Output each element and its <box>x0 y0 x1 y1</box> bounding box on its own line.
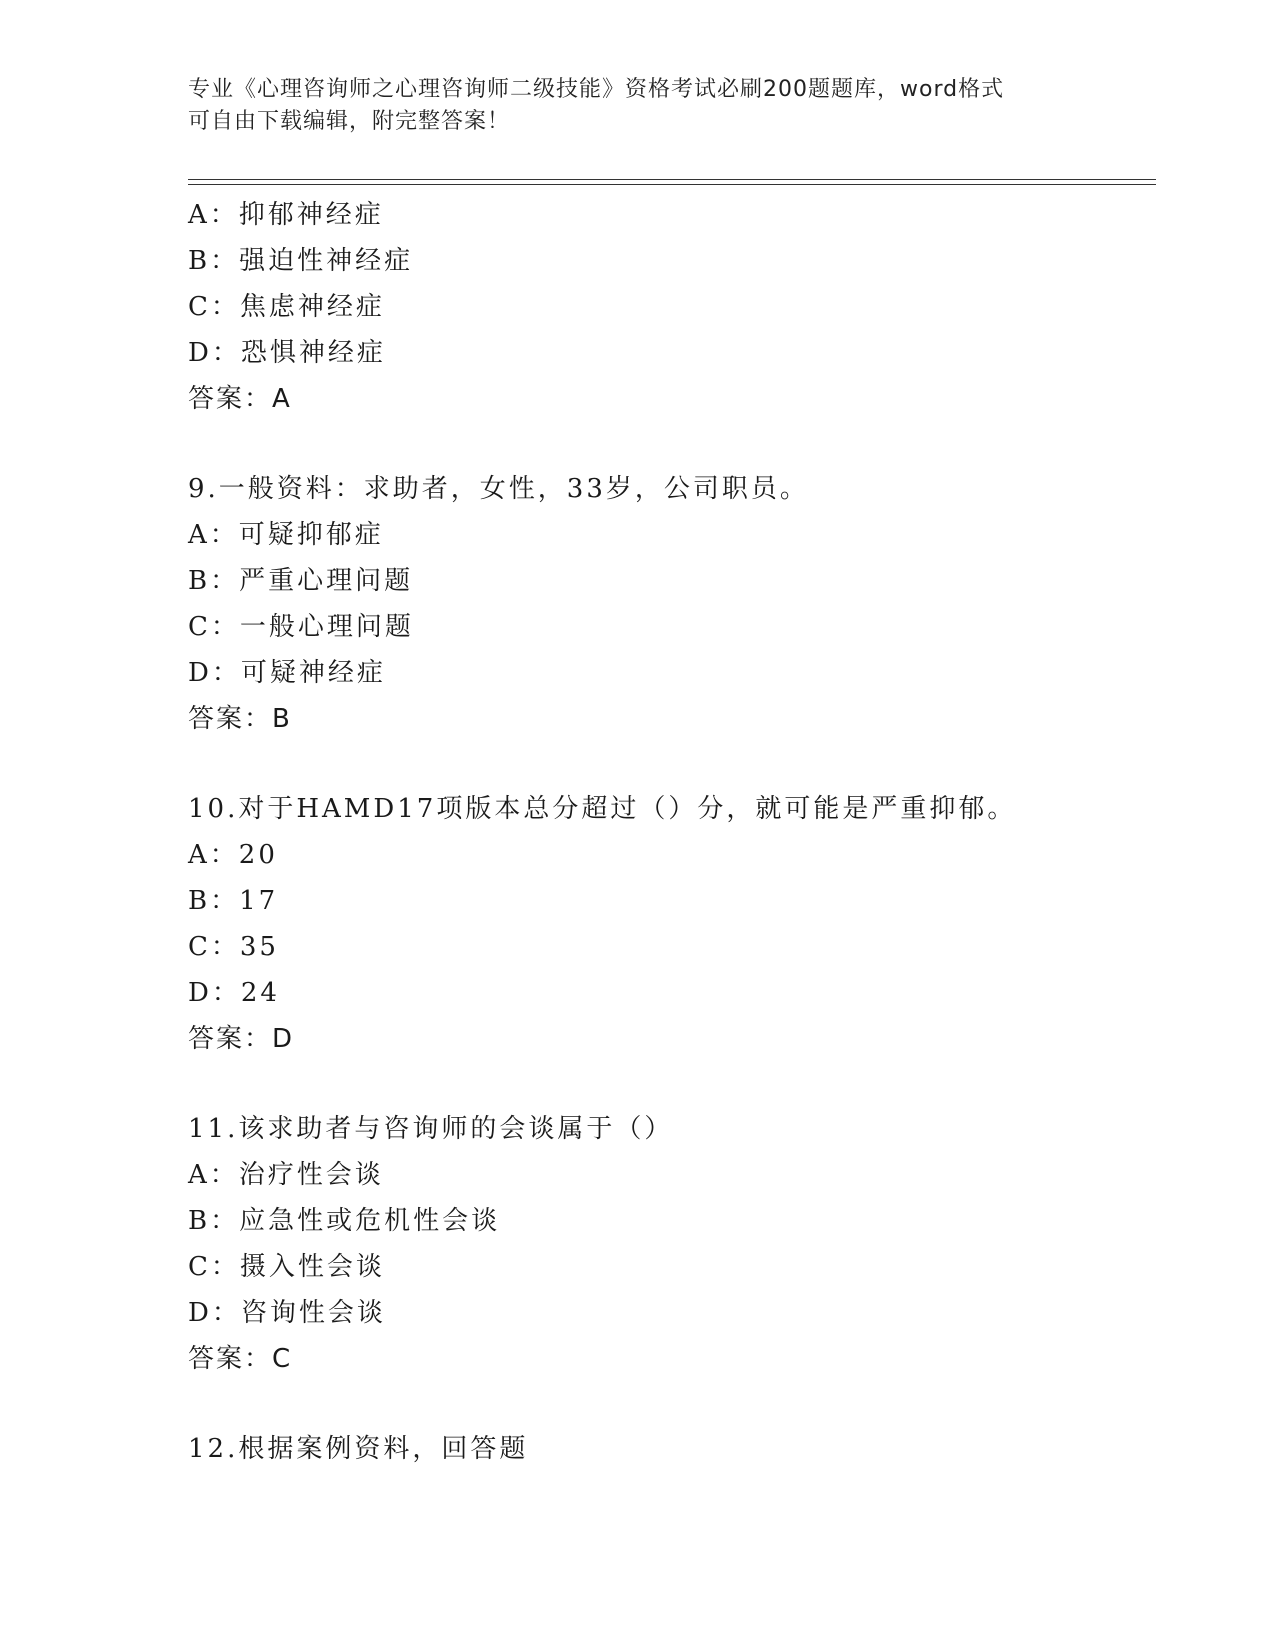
spacer <box>188 742 1148 786</box>
option-d: D：咨询性会谈 <box>188 1298 386 1328</box>
header-divider-top <box>188 179 1156 180</box>
question-title: 12.根据案例资料，回答题 <box>188 1434 529 1464</box>
spacer <box>188 422 1148 466</box>
question-block-9 <box>188 466 1148 742</box>
question-title: 11.该求助者与咨询师的会谈属于（） <box>188 1114 674 1144</box>
option-a: A：可疑抑郁症 <box>188 520 384 550</box>
option-c: C：35 <box>188 932 279 962</box>
question-block-11 <box>188 1106 1148 1382</box>
option-d: D：24 <box>188 978 280 1008</box>
option-c: C：摄入性会谈 <box>188 1252 385 1282</box>
answer-line: 答案：C <box>188 1344 293 1374</box>
question-list <box>188 192 1148 1472</box>
question-block-10 <box>188 786 1148 1062</box>
answer-line: 答案：D <box>188 1024 295 1054</box>
question-title: 10.对于HAMD17项版本总分超过（）分，就可能是严重抑郁。 <box>188 794 1017 824</box>
spacer <box>188 1062 1148 1106</box>
header-line-1: 专业《心理咨询师之心理咨询师二级技能》资格考试必刷200题题库，word格式 <box>188 77 1005 102</box>
question-title: 9.一般资料：求助者，女性，33岁，公司职员。 <box>188 474 809 504</box>
document-header <box>188 74 1088 138</box>
option-b: B：应急性或危机性会谈 <box>188 1206 501 1236</box>
question-block-partial <box>188 192 1148 422</box>
option-a: A：20 <box>188 840 278 870</box>
option-a: A：抑郁神经症 <box>188 200 384 230</box>
option-a: A：治疗性会谈 <box>188 1160 384 1190</box>
option-b: B：严重心理问题 <box>188 566 414 596</box>
option-b: B：强迫性神经症 <box>188 246 414 276</box>
answer-line: 答案：B <box>188 704 292 734</box>
header-divider-bottom <box>188 184 1156 185</box>
option-c: C：一般心理问题 <box>188 612 414 642</box>
option-d: D：可疑神经症 <box>188 658 386 688</box>
option-c: C：焦虑神经症 <box>188 292 385 322</box>
question-block-12 <box>188 1426 1148 1472</box>
option-b: B：17 <box>188 886 279 916</box>
answer-line: 答案：A <box>188 384 292 414</box>
header-line-2: 可自由下载编辑，附完整答案！ <box>188 109 511 134</box>
spacer <box>188 1382 1148 1426</box>
option-d: D：恐惧神经症 <box>188 338 386 368</box>
